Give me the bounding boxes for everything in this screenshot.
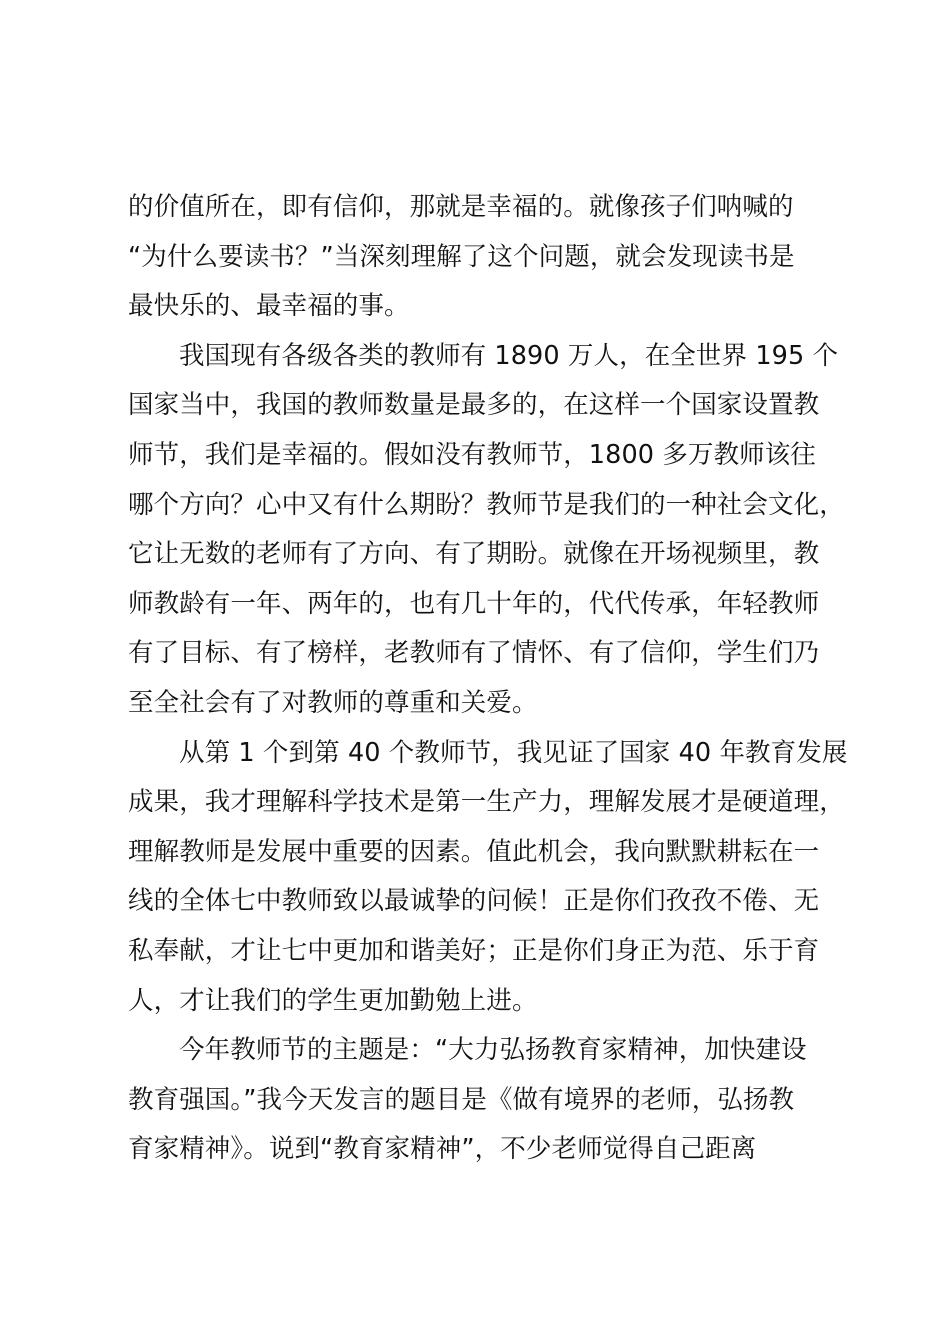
paragraph-start-line: 我国现有各级各类的教师有 1890 万人，在全世界 195 个 (179, 340, 839, 371)
text-line: 师节，我们是幸福的。假如没有教师节，1800 多万教师该往 (128, 439, 816, 470)
text-line: 国家当中，我国的教师数量是最多的，在这样一个国家设置教 (128, 390, 820, 421)
text-line: 最快乐的、最幸福的事。 (128, 291, 410, 322)
text-line: 人，才让我们的学生更加勤勉上进。 (128, 985, 538, 1016)
text-line: 至全社会有了对教师的尊重和关爱。 (128, 687, 538, 718)
text-line: “为什么要读书？”当深刻理解了这个问题，就会发现读书是 (128, 241, 795, 272)
paragraph-start-line: 从第 1 个到第 40 个教师节，我见证了国家 40 年教育发展 (179, 737, 848, 768)
text-line: 理解教师是发展中重要的因素。值此机会，我向默默耕耘在一 (128, 836, 820, 867)
text-line: 它让无数的老师有了方向、有了期盼。就像在开场视频里，教 (128, 539, 820, 570)
paragraph-start-line: 今年教师节的主题是：“大力弘扬教育家精神，加快建设 (179, 1035, 807, 1066)
text-line: 私奉献，才让七中更加和谐美好；正是你们身正为范、乐于育 (128, 935, 820, 966)
text-line: 育家精神》。说到“教育家精神”，不少老师觉得自己距离 (128, 1134, 757, 1165)
text-line: 教育强国。”我今天发言的题目是《做有境界的老师，弘扬教 (128, 1084, 795, 1115)
text-line: 师教龄有一年、两年的，也有几十年的，代代传承，年轻教师 (128, 588, 820, 619)
text-line: 成果，我才理解科学技术是第一生产力，理解发展才是硬道理， (128, 787, 845, 818)
text-line: 线的全体七中教师致以最诚挚的问候！正是你们孜孜不倦、无 (128, 886, 820, 917)
text-line: 哪个方向？心中又有什么期盼？教师节是我们的一种社会文化， (128, 489, 845, 520)
body-text (128, 183, 868, 1175)
text-line: 有了目标、有了榜样，老教师有了情怀、有了信仰，学生们乃 (128, 638, 820, 669)
text-line: 的价值所在，即有信仰，那就是幸福的。就像孩子们呐喊的 (128, 192, 794, 222)
